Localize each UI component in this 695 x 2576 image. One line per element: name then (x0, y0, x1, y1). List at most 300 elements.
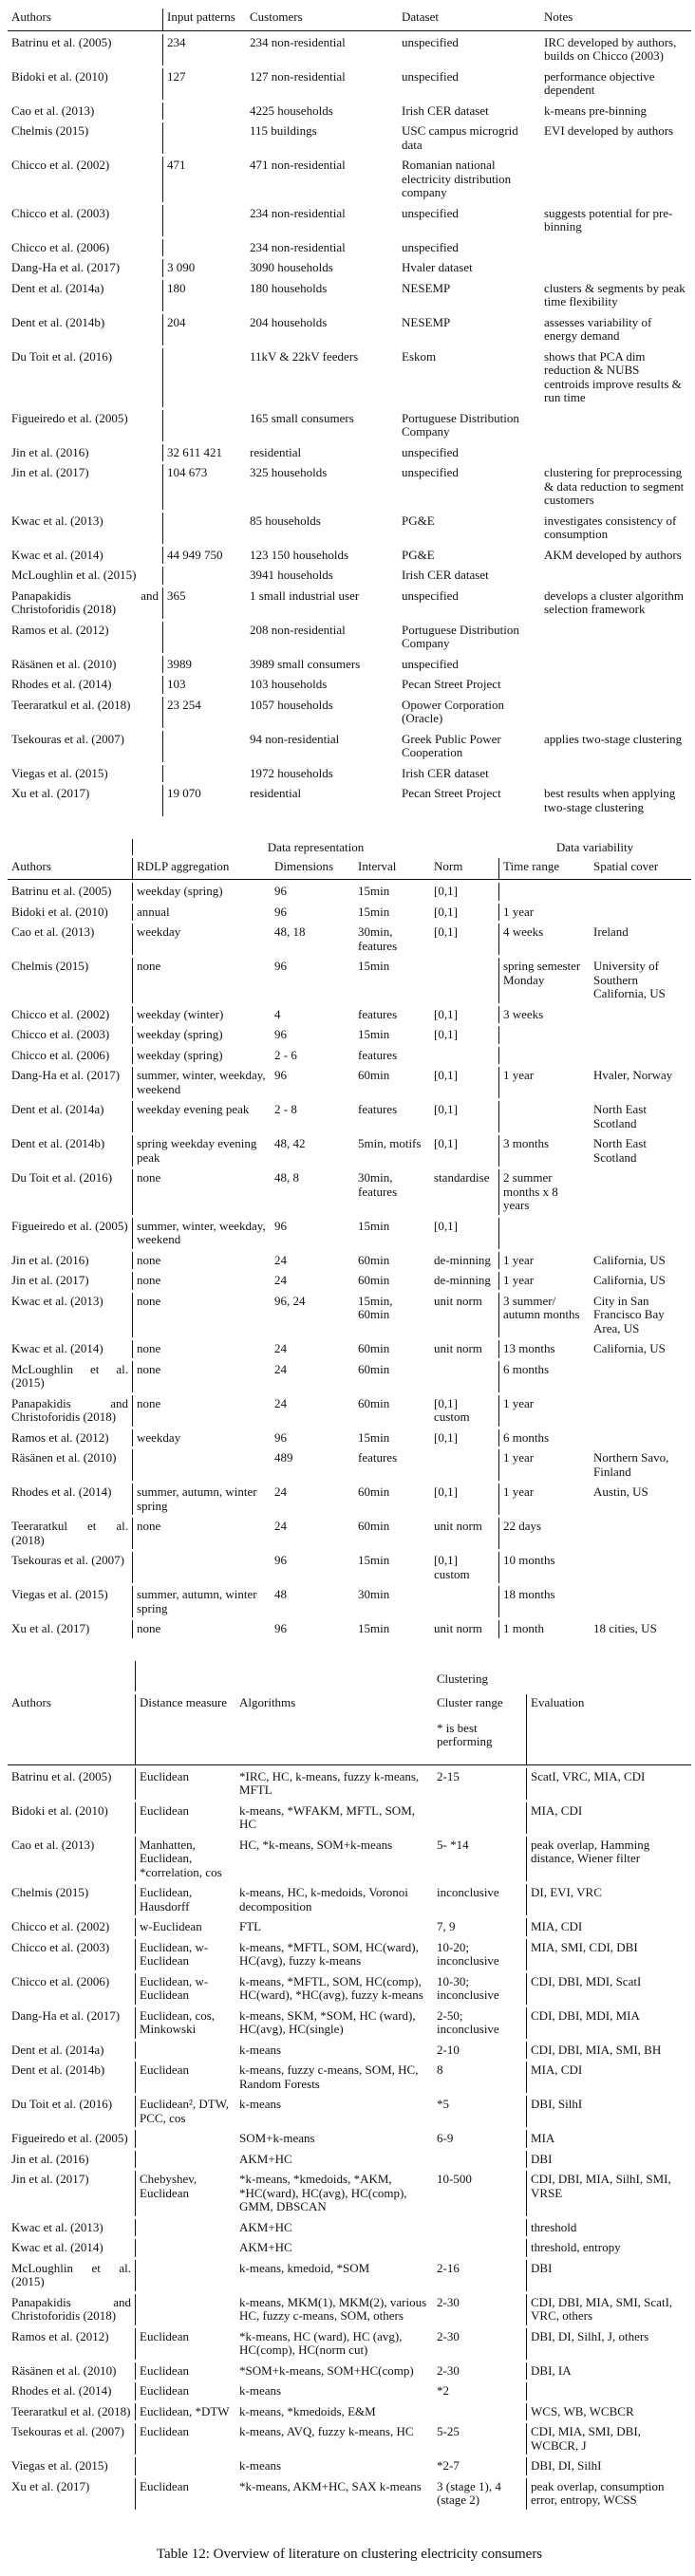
cell-authors: Chicco et al. (2002) (11, 158, 110, 172)
customers-dataset-table (8, 6, 691, 819)
table-row (8, 1518, 691, 1549)
cell-time-range: 1 year (498, 1484, 590, 1515)
cell-interval: 15min (358, 884, 390, 898)
cell-norm (430, 1361, 498, 1392)
table-row (8, 348, 691, 407)
cell-authors: Kwac et al. (2014) (11, 547, 103, 562)
cell-authors: Chelmis (2015) (11, 959, 89, 973)
table-row (8, 2042, 691, 2060)
cell-time-range (498, 1026, 590, 1044)
cell-dimensions: 2 - 8 (274, 1102, 297, 1116)
cell-spatial-cover: City in San Francisco Bay Area, US (593, 1293, 665, 1335)
cell-customers: 1972 households (250, 765, 333, 780)
cell-evaluation: WCS, WB, WCBCR (526, 2403, 691, 2421)
table-row (8, 314, 691, 345)
cell-authors: Ramos et al. (2012) (11, 622, 109, 637)
cell-algorithms: k-means, *MFTL, SOM, HC(ward), HC(avg), fuzzy k-means (239, 1939, 419, 1968)
cell-algorithms: *k-means, *kmedoids, *AKM, *HC(ward), HC(avg), HC(comp), GMM, DBSCAN (239, 2172, 407, 2213)
cell-algorithms: k-means, HC, k-medoids, Voronoi decomposition (239, 1885, 408, 1913)
table-row (8, 1047, 691, 1065)
cell-cluster-range: 2-30 (437, 2294, 460, 2309)
cell-algorithms: k-means (239, 2383, 282, 2398)
table-row (8, 1006, 691, 1024)
cell-notes: IRC developed by authors, builds on Chicco (2003) (544, 34, 677, 63)
group-header-data-variability: Data variability (555, 840, 634, 854)
cell-dataset: Greek Public Power Cooperation (402, 731, 501, 759)
cell-dataset: unspecified (402, 465, 459, 479)
cell-authors: Du Toit et al. (2016) (11, 1170, 113, 1185)
cell-notes: best results when applying two-stage clustering (544, 786, 676, 814)
table-row (8, 2130, 691, 2148)
cell-authors: Batrinu et al. (2005) (11, 1768, 112, 1783)
cell-authors: Chicco et al. (2006) (11, 1973, 110, 1988)
cell-spatial-cover: 18 cities, US (593, 1621, 657, 1635)
cell-notes: AKM developed by authors (544, 547, 682, 562)
cell-time-range: 1 month (498, 1620, 590, 1638)
cell-customers: 165 small consumers (250, 410, 354, 425)
table-row (8, 765, 691, 783)
cell-interval: 30min, features (358, 1170, 398, 1199)
table-row (8, 1620, 691, 1638)
cell-cluster-range: 6-9 (437, 2131, 454, 2145)
cell-distance-measure: Euclidean (135, 1768, 235, 1800)
cell-cluster-range: 10-20; inconclusive (437, 1939, 499, 1968)
cell-norm: [0,1] (434, 1484, 458, 1499)
cell-dimensions: 2 - 6 (274, 1047, 297, 1062)
cell-rdlp-aggregation: summer, autumn, winter spring (132, 1484, 271, 1515)
cell-spatial-cover: California, US (593, 1252, 666, 1267)
cell-dimensions: 24 (274, 1252, 287, 1267)
cell-dataset: Portuguese Distribution Company (402, 622, 519, 650)
cell-input-patterns: 471 (162, 157, 246, 202)
cell-evaluation: ScatI, VRC, MIA, CDI (526, 1768, 691, 1800)
table-row (8, 2382, 691, 2400)
table-row (8, 2328, 691, 2360)
header-evaluation: Evaluation (526, 1694, 691, 1765)
cell-spatial-cover: Austin, US (593, 1484, 648, 1499)
cell-cluster-range: 5- *14 (437, 1837, 469, 1852)
cell-input-patterns (162, 239, 246, 257)
cell-distance-measure (135, 2219, 235, 2237)
cell-authors: Xu et al. (2017) (11, 786, 90, 800)
table-row (8, 1484, 691, 1515)
cell-time-range: 1 year (498, 1395, 590, 1427)
cell-spatial-cover: North East Scotland (593, 1136, 647, 1165)
cell-authors: McLoughlin et al. (2015) (11, 1361, 128, 1390)
cell-dataset: unspecified (402, 205, 459, 220)
cell-evaluation: threshold (526, 2219, 691, 2237)
table-row (8, 1884, 691, 1915)
cell-notes (540, 410, 691, 441)
cell-dataset: unspecified (402, 444, 459, 459)
cell-norm (430, 958, 498, 1003)
cell-authors: Teeraratkul et al. (2018) (11, 697, 131, 712)
cell-dataset: Irish CER dataset (402, 568, 489, 582)
cell-algorithms: k-means, *kmedoids, E&M (239, 2403, 376, 2418)
clustering-table (8, 1658, 691, 2512)
cell-norm: [0,1] (434, 1429, 458, 1445)
cell-spatial-cover (590, 1518, 691, 1549)
table-row (8, 883, 691, 901)
cell-evaluation (526, 2382, 691, 2400)
cell-authors: Kwac et al. (2013) (11, 513, 103, 528)
table-row (8, 239, 691, 257)
cell-authors: Chicco et al. (2002) (11, 1006, 110, 1021)
cell-authors: Rhodes et al. (2014) (11, 2383, 112, 2398)
cell-authors: Chicco et al. (2002) (11, 1919, 110, 1933)
cell-input-patterns (162, 513, 246, 544)
cell-evaluation: DI, EVI, VRC (526, 1884, 691, 1915)
cell-input-patterns (162, 103, 246, 121)
table-row (8, 1802, 691, 1834)
header-algorithms: Algorithms (235, 1694, 433, 1765)
cell-authors: Jin et al. (2016) (11, 2151, 89, 2166)
cell-spatial-cover (590, 1586, 691, 1617)
cell-evaluation: CDI, DBI, MIA, SilhI, SMI, VRSE (526, 2171, 691, 2216)
cell-spatial-cover (590, 1395, 691, 1427)
cell-cluster-range (433, 2151, 526, 2169)
cell-customers: residential (250, 786, 302, 800)
cell-cluster-range (433, 2403, 526, 2421)
cell-norm: unit norm (434, 1341, 482, 1355)
cell-authors: Panapakidis and Christoforidis (2018) (11, 588, 159, 616)
cell-cluster-range: 5-25 (437, 2424, 460, 2438)
cell-evaluation: peak overlap, consumption error, entropy, WCSS (526, 2478, 691, 2510)
cell-algorithms: k-means, fuzzy c-means, SOM, HC, Random Forests (239, 2063, 419, 2091)
cell-spatial-cover (590, 1006, 691, 1024)
table-row (8, 622, 691, 653)
header-distance-measure: Distance measure (135, 1694, 235, 1765)
cell-authors: Kwac et al. (2014) (11, 2240, 103, 2254)
cell-interval: 15min (358, 1621, 390, 1635)
header-rdlp-aggregation: RDLP aggregation (132, 858, 271, 881)
cell-distance-measure: Euclidean (135, 2362, 235, 2380)
header-authors: Authors (8, 1694, 135, 1765)
cell-algorithms: HC, *k-means, SOM+k-means (239, 1837, 393, 1852)
cell-rdlp-aggregation: weekday (spring) (132, 1047, 271, 1065)
cell-cluster-range (433, 2219, 526, 2237)
cell-input-patterns: 204 (162, 314, 246, 345)
cell-notes (540, 622, 691, 653)
cell-authors: Kwac et al. (2013) (11, 1293, 103, 1308)
cell-customers: 123 150 households (250, 547, 348, 562)
cell-norm: de-minning (434, 1252, 491, 1267)
cell-authors: Xu et al. (2017) (11, 1621, 90, 1635)
cell-interval: 5min, motifs (358, 1136, 422, 1150)
cell-rdlp-aggregation: weekday (132, 924, 271, 955)
cell-norm: de-minning (434, 1273, 491, 1287)
cell-distance-measure: Euclidean (135, 2478, 235, 2510)
cell-norm: [0,1] (434, 884, 458, 898)
cell-spatial-cover (590, 1429, 691, 1447)
cell-norm: [0,1] custom (434, 1553, 470, 1581)
cell-cluster-range: *5 (437, 2097, 449, 2111)
cell-rdlp-aggregation (132, 1552, 271, 1583)
cell-customers: 234 non-residential (250, 205, 346, 220)
cell-time-range: 10 months (498, 1552, 590, 1583)
cell-algorithms: AKM+HC (239, 2240, 292, 2254)
cell-distance-measure: Euclidean, w-Euclidean (135, 1973, 235, 2005)
cell-time-range (498, 1218, 590, 1249)
cell-dataset: Hvaler dataset (402, 260, 473, 274)
cell-customers: 234 non-residential (250, 239, 346, 254)
table-row (8, 1067, 691, 1098)
cell-authors: Ramos et al. (2012) (11, 1429, 109, 1445)
cell-dataset: Irish CER dataset (402, 765, 489, 780)
data-representation-table (8, 836, 691, 1641)
cell-evaluation: DBI (526, 2260, 691, 2291)
table-row (8, 513, 691, 544)
cell-dimensions: 96 (274, 959, 287, 973)
table-row (8, 904, 691, 922)
cell-interval: features (358, 1006, 398, 1021)
cell-authors: Dent et al. (2014a) (11, 2042, 104, 2057)
cell-interval: features (358, 1102, 398, 1116)
cell-customers: 11kV & 22kV feeders (250, 348, 359, 364)
cell-spatial-cover: California, US (593, 1273, 666, 1287)
cell-dataset: Portuguese Distribution Company (402, 410, 519, 439)
cell-rdlp-aggregation: summer, winter, weekday, weekend (132, 1067, 271, 1098)
cell-cluster-range: 3 (stage 1), 4 (stage 2) (437, 2478, 501, 2507)
cell-algorithms: SOM+k-means (239, 2131, 315, 2145)
cell-spatial-cover (590, 904, 691, 922)
table-row (8, 2151, 691, 2169)
cell-customers: 1057 households (250, 697, 333, 712)
header-cluster-range (433, 1694, 526, 1765)
table-row (8, 68, 691, 100)
cell-algorithms: k-means, SKM, *SOM, HC (ward), HC(avg), HC(single) (239, 2007, 416, 2036)
cell-interval: 30min (358, 1587, 390, 1601)
table-row (8, 731, 691, 762)
cell-distance-measure: Euclidean (135, 2328, 235, 2360)
cell-customers: residential (250, 444, 302, 459)
cell-dimensions: 48, 8 (274, 1170, 299, 1185)
cell-authors: Ramos et al. (2012) (11, 2328, 109, 2343)
cell-dimensions: 24 (274, 1519, 287, 1533)
cell-spatial-cover: California, US (593, 1341, 666, 1355)
cell-spatial-cover (590, 1026, 691, 1044)
table-row (8, 2403, 691, 2421)
cell-interval: 60min (358, 1519, 390, 1533)
cell-time-range: 3 weeks (498, 1006, 590, 1024)
cell-norm: [0,1] (434, 924, 458, 939)
cell-distance-measure: Manhatten, Euclidean, *correlation, cos (135, 1837, 235, 1882)
table-row (8, 1918, 691, 1936)
table-caption: Table 12: Overview of literature on clustering electricity consumers (156, 2546, 543, 2562)
cell-dimensions: 96 (274, 1553, 287, 1567)
cell-rdlp-aggregation: none (132, 1252, 271, 1270)
cell-authors: Chicco et al. (2003) (11, 1939, 110, 1954)
cell-authors: Batrinu et al. (2005) (11, 884, 112, 898)
table-row (8, 1837, 691, 1882)
cell-evaluation: CDI, DBI, MIA, SMI, BH (526, 2042, 691, 2060)
cell-dataset: unspecified (402, 588, 459, 603)
table-row (8, 924, 691, 955)
cell-notes (540, 444, 691, 462)
cell-customers: 325 households (250, 465, 328, 479)
table-row (8, 103, 691, 121)
table-row (8, 1939, 691, 1970)
cell-algorithms: AKM+HC (239, 2151, 292, 2166)
cell-time-range: 3 months (498, 1135, 590, 1167)
cell-time-range: 6 months (498, 1429, 590, 1447)
cell-spatial-cover (590, 1047, 691, 1065)
table-row (8, 785, 691, 816)
cell-evaluation: DBI, DI, SilhI, J, others (526, 2328, 691, 2360)
cell-interval: features (358, 1450, 398, 1465)
cell-notes (540, 697, 691, 728)
cell-dimensions: 24 (274, 1273, 287, 1287)
cell-interval: 60min (358, 1273, 390, 1287)
cell-rdlp-aggregation: none (132, 1620, 271, 1638)
header-authors: Authors (8, 9, 162, 31)
table-row (8, 1586, 691, 1617)
cell-customers: 208 non-residential (250, 622, 346, 637)
table-row (8, 280, 691, 311)
cell-rdlp-aggregation: spring weekday evening peak (132, 1135, 271, 1167)
cell-cluster-range: 2-30 (437, 2362, 460, 2378)
cell-authors: Viegas et al. (2015) (11, 1587, 108, 1601)
cell-rdlp-aggregation: none (132, 1169, 271, 1215)
cell-authors: Jin et al. (2016) (11, 1252, 89, 1267)
cell-customers: 115 buildings (250, 123, 317, 138)
cell-rdlp-aggregation: weekday evening peak (132, 1101, 271, 1132)
cell-rdlp-aggregation: weekday (spring) (132, 883, 271, 901)
cell-algorithms: k-means, kmedoid, *SOM (239, 2260, 370, 2275)
cell-rdlp-aggregation: none (132, 1293, 271, 1338)
table-row (8, 1768, 691, 1800)
cell-notes: shows that PCA dim reduction & NUBS centroids improve results & run time (544, 348, 682, 404)
cell-authors: Dent et al. (2014b) (11, 2063, 105, 2077)
cell-cluster-range: inconclusive (437, 1885, 499, 1899)
cell-norm: [0,1] (434, 1027, 458, 1041)
cell-spatial-cover (590, 883, 691, 901)
cell-algorithms: *k-means, HC (ward), HC (avg), HC(comp), HC(norm cut) (239, 2328, 403, 2357)
cell-authors: Rhodes et al. (2014) (11, 1484, 112, 1499)
cell-dataset: unspecified (402, 34, 459, 49)
cell-authors: Jin et al. (2017) (11, 1273, 89, 1287)
cell-authors: Chelmis (2015) (11, 1885, 89, 1899)
cell-interval: 60min (358, 1068, 390, 1082)
cell-notes (540, 239, 691, 257)
cell-cluster-range: 10-30; inconclusive (437, 1973, 499, 2002)
cell-authors: Räsänen et al. (2010) (11, 2362, 117, 2378)
table-row (8, 1252, 691, 1270)
cell-dimensions: 48 (274, 1587, 287, 1601)
table-row (8, 2062, 691, 2093)
cell-rdlp-aggregation: summer, winter, weekday, weekend (132, 1218, 271, 1249)
table-row (8, 2007, 691, 2039)
cell-spatial-cover: Northern Savo, Finland (593, 1450, 669, 1479)
table-row (8, 1395, 691, 1427)
cell-interval: 15min, 60min (358, 1293, 393, 1321)
cell-cluster-range (433, 1802, 526, 1834)
header-authors: Authors (8, 858, 132, 881)
cell-rdlp-aggregation: weekday (winter) (132, 1006, 271, 1024)
cell-cluster-range: 7, 9 (437, 1919, 456, 1933)
cell-distance-measure: Euclidean, w-Euclidean (135, 1939, 235, 1970)
header-interval: Interval (354, 858, 430, 881)
cell-dimensions: 4 (274, 1006, 281, 1021)
cell-input-patterns: 44 949 750 (162, 547, 246, 565)
cell-authors: Chicco et al. (2003) (11, 1027, 110, 1041)
table-row (8, 444, 691, 462)
cell-notes: performance objective dependent (544, 68, 655, 97)
cell-norm (430, 1047, 498, 1065)
cell-authors: Xu et al. (2017) (11, 2478, 90, 2493)
table-row (8, 2260, 691, 2291)
cell-cluster-range: *2-7 (437, 2458, 460, 2473)
cell-dimensions: 96, 24 (274, 1293, 306, 1308)
cell-notes: develops a cluster algorithm selection framework (544, 588, 684, 616)
cell-authors: Cao et al. (2013) (11, 1837, 95, 1852)
cell-evaluation: DBI, SilhI (526, 2096, 691, 2127)
cell-evaluation: MIA, CDI (526, 1918, 691, 1936)
cell-time-range: 18 months (498, 1586, 590, 1617)
cell-distance-measure (135, 2042, 235, 2060)
cell-authors: Chelmis (2015) (11, 123, 89, 138)
cell-evaluation: threshold, entropy (526, 2239, 691, 2257)
cell-dimensions: 48, 18 (274, 924, 306, 939)
cell-interval: 60min (358, 1252, 390, 1267)
cell-norm (430, 1586, 498, 1617)
cell-notes: EVI developed by authors (544, 123, 674, 138)
cell-distance-measure: Euclidean (135, 2382, 235, 2400)
cell-input-patterns: 180 (162, 280, 246, 311)
table-row (8, 1429, 691, 1447)
cell-dataset: unspecified (402, 239, 459, 254)
cell-authors: Rhodes et al. (2014) (11, 677, 112, 691)
cell-norm (430, 1449, 498, 1481)
cell-time-range: 1 year (498, 1252, 590, 1270)
cell-authors: Tsekouras et al. (2007) (11, 731, 124, 746)
cell-notes: applies two-stage clustering (544, 731, 683, 746)
cell-evaluation: CDI, DBI, MDI, MIA (526, 2007, 691, 2039)
cell-rdlp-aggregation: none (132, 958, 271, 1003)
cell-notes (540, 765, 691, 783)
cell-dataset: Opower Corporation (Oracle) (402, 697, 504, 725)
cell-algorithms: *SOM+k-means, SOM+HC(comp) (239, 2362, 414, 2378)
table-row (8, 1449, 691, 1481)
cell-notes: assesses variability of energy demand (544, 314, 652, 343)
cell-evaluation: MIA, SMI, CDI, DBI (526, 1939, 691, 1970)
cell-spatial-cover: Hvaler, Norway (593, 1068, 673, 1082)
cell-notes: k-means pre-binning (544, 103, 647, 118)
cell-cluster-range: 2-15 (437, 1768, 460, 1783)
cell-input-patterns (162, 731, 246, 762)
cell-input-patterns (162, 410, 246, 441)
cell-input-patterns: 103 (162, 676, 246, 694)
cell-notes (540, 567, 691, 585)
header-dimensions: Dimensions (271, 858, 354, 881)
table-row (8, 122, 691, 154)
cell-rdlp-aggregation: annual (132, 904, 271, 922)
cell-algorithms: AKM+HC (239, 2219, 292, 2234)
cell-interval: 15min (358, 1218, 390, 1233)
cell-input-patterns: 127 (162, 68, 246, 100)
cell-rdlp-aggregation: summer, autumn, winter spring (132, 1586, 271, 1617)
cell-authors: Bidoki et al. (2010) (11, 904, 108, 919)
cell-evaluation: peak overlap, Hamming distance, Wiener filter (526, 1837, 691, 1882)
cell-time-range: 1 year (498, 904, 590, 922)
cell-dataset: unspecified (402, 68, 459, 84)
cell-algorithms: FTL (239, 1919, 262, 1933)
cell-spatial-cover: North East Scotland (593, 1102, 647, 1130)
cell-interval: 60min (358, 1361, 390, 1376)
cell-distance-measure: Euclidean (135, 2423, 235, 2455)
cell-time-range: 6 months (498, 1361, 590, 1392)
header-spatial-cover: Spatial cover (590, 858, 691, 881)
